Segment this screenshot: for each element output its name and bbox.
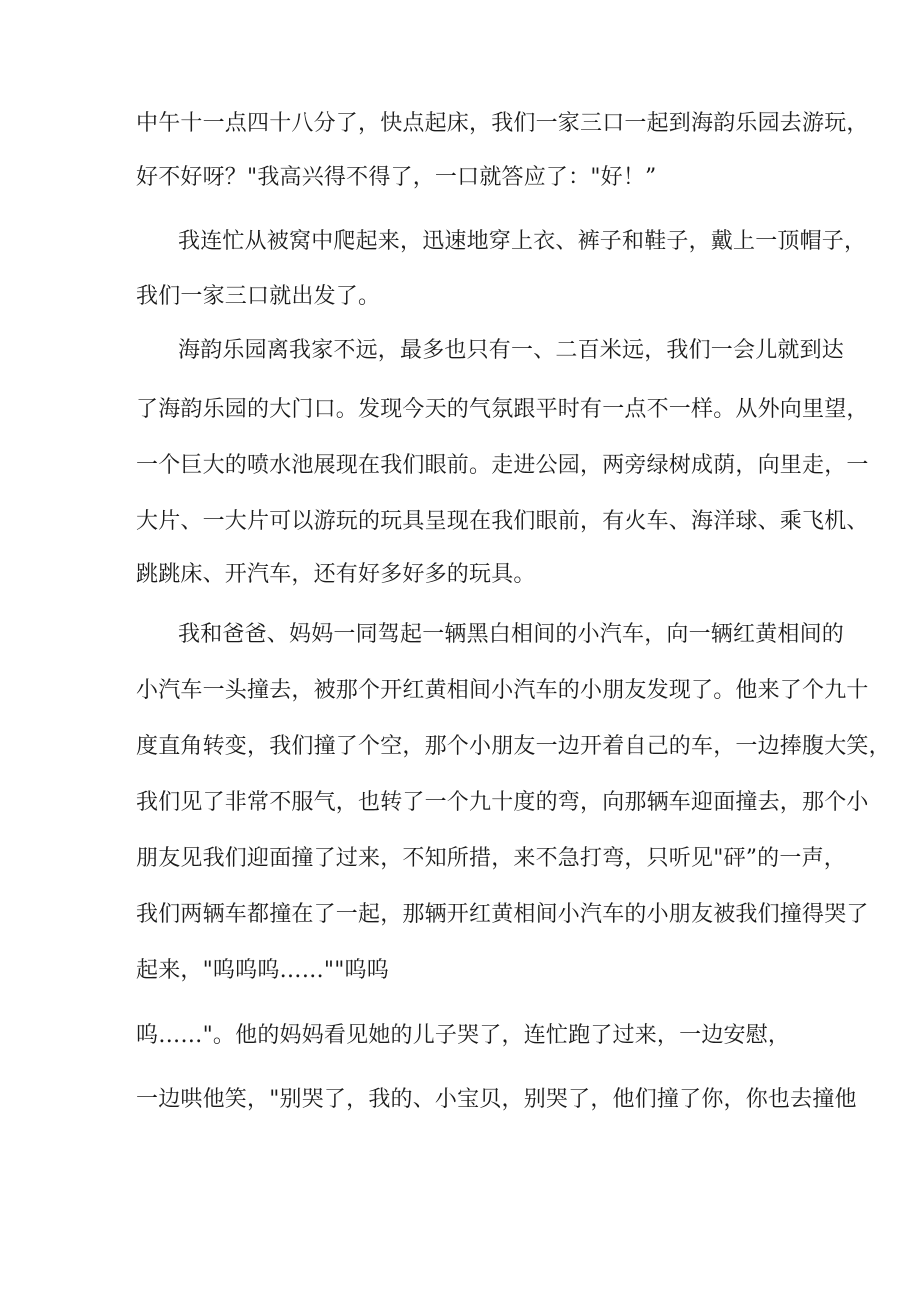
text-line-9: 跳跳床、开汽车，还有好多好多的玩具。 <box>136 562 536 587</box>
text-line-15: 我们两辆车都撞在了一起，那辆开红黄相间小汽车的小朋友被我们撞得哭了 <box>136 902 869 927</box>
text-line-5: 海韵乐园离我家不远，最多也只有一、二百米远，我们一会儿就到达 <box>178 338 845 363</box>
text-line-10: 我和爸爸、妈妈一同驾起一辆黑白相间的小汽车，向一辆红黄相间的 <box>178 622 845 647</box>
text-line-12: 度直角转变，我们撞了个空，那个小朋友一边开着自己的车，一边捧腹大笑， <box>136 734 891 759</box>
text-line-11: 小汽车一头撞去，被那个开红黄相间小汽车的小朋友发现了。他来了个九十 <box>136 678 869 703</box>
text-line-2: 好不好呀？"我高兴得不得了，一口就答应了："好！” <box>136 165 657 190</box>
text-line-4: 我们一家三口就出发了。 <box>136 284 381 309</box>
text-line-8: 大片、一大片可以游玩的玩具呈现在我们眼前，有火车、海洋球、乘飞机、 <box>136 509 869 534</box>
text-line-13: 我们见了非常不服气，也转了一个九十度的弯，向那辆车迎面撞去，那个小 <box>136 790 869 815</box>
text-line-14: 朋友见我们迎面撞了过来，不知所措，来不急打弯，只听见"砰”的一声， <box>136 846 846 871</box>
text-line-17: 呜……"。他的妈妈看见她的儿子哭了，连忙跑了过来，一边安慰， <box>136 1023 791 1048</box>
text-line-6: 了海韵乐园的大门口。发现今天的气氛跟平时有一点不一样。从外向里望， <box>136 397 869 422</box>
text-line-7: 一个巨大的喷水池展现在我们眼前。走进公园，两旁绿树成荫，向里走，一 <box>136 453 869 478</box>
text-line-1: 中午十一点四十八分了，快点起床，我们一家三口一起到海韵乐园去游玩， <box>136 111 869 136</box>
text-line-3: 我连忙从被窝中爬起来，迅速地穿上衣、裤子和鞋子，戴上一顶帽子， <box>178 229 867 254</box>
text-line-16: 起来，"呜呜呜……""呜呜 <box>136 958 389 983</box>
text-line-18: 一边哄他笑，"别哭了，我的、小宝贝，别哭了，他们撞了你，你也去撞他 <box>136 1087 857 1112</box>
